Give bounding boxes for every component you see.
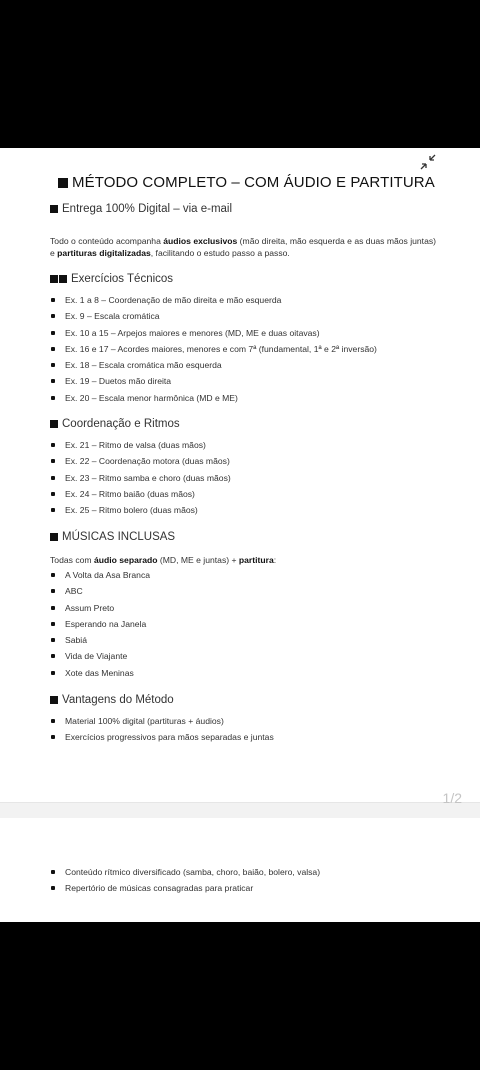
list-item: Ex. 10 a 15 – Arpejos maiores e menores (MD, ME e duas oitavas) <box>50 325 450 341</box>
square-bullet-icon <box>50 420 58 428</box>
square-bullet-icon <box>50 533 58 541</box>
technical-list <box>50 292 450 406</box>
songs-intro: Todas com áudio separado (MD, ME e juntas) + partitura: <box>50 555 277 565</box>
page-title: MÉTODO COMPLETO – COM ÁUDIO E PARTITURA <box>58 174 435 191</box>
list-item: Ex. 9 – Escala cromática <box>50 308 450 324</box>
square-bullet-icon <box>58 178 68 188</box>
square-bullet-icon <box>50 275 58 283</box>
list-item: ABC <box>50 583 450 599</box>
square-bullet-icon <box>50 205 58 213</box>
list-item: Ex. 18 – Escala cromática mão esquerda <box>50 357 450 373</box>
list-item: Ex. 22 – Coordenação motora (duas mãos) <box>50 453 450 469</box>
list-item: Ex. 20 – Escala menor harmônica (MD e ME) <box>50 390 450 406</box>
list-item: Ex. 25 – Ritmo bolero (duas mãos) <box>50 502 450 518</box>
list-item: Esperando na Janela <box>50 616 450 632</box>
rhythms-heading: Coordenação e Ritmos <box>50 418 180 430</box>
rhythms-list <box>50 437 450 518</box>
list-item: Assum Preto <box>50 600 450 616</box>
advantages-heading: Vantagens do Método <box>50 694 174 706</box>
list-item: Vida de Viajante <box>50 648 450 664</box>
list-item: Ex. 1 a 8 – Coordenação de mão direita e mão esquerda <box>50 292 450 308</box>
square-bullet-icon <box>59 275 67 283</box>
list-item: Ex. 19 – Duetos mão direita <box>50 373 450 389</box>
list-item: Xote das Meninas <box>50 665 450 681</box>
technical-heading: Exercícios Técnicos <box>50 273 173 285</box>
list-item: A Volta da Asa Branca <box>50 567 450 583</box>
list-item: Material 100% digital (partituras + áudios) <box>50 713 450 729</box>
square-bullet-icon <box>50 696 58 704</box>
list-item: Sabiá <box>50 632 450 648</box>
advantages-list-continued <box>50 864 450 897</box>
exit-fullscreen-icon[interactable] <box>420 154 436 170</box>
list-item: Ex. 21 – Ritmo de valsa (duas mãos) <box>50 437 450 453</box>
songs-list <box>50 567 450 681</box>
list-item: Ex. 16 e 17 – Acordes maiores, menores e com 7ª (fundamental, 1ª e 2ª inversão) <box>50 341 450 357</box>
delivery-heading: Entrega 100% Digital – via e-mail <box>50 203 232 215</box>
list-item: Conteúdo rítmico diversificado (samba, choro, baião, bolero, valsa) <box>50 864 450 880</box>
list-item: Ex. 23 – Ritmo samba e choro (duas mãos) <box>50 470 450 486</box>
list-item: Repertório de músicas consagradas para praticar <box>50 880 450 896</box>
page-indicator: 1/2 <box>442 790 462 806</box>
list-item: Ex. 24 – Ritmo baião (duas mãos) <box>50 486 450 502</box>
list-item: Exercícios progressivos para mãos separadas e juntas <box>50 729 450 745</box>
advantages-list <box>50 713 450 746</box>
songs-heading: MÚSICAS INCLUSAS <box>50 531 175 543</box>
intro-paragraph: Todo o conteúdo acompanha áudios exclusivos (mão direita, mão esquerda e as duas mãos juntas) e partituras digitalizadas, facilitando o estudo passo a passo. <box>50 236 437 258</box>
page-separator <box>0 802 480 819</box>
